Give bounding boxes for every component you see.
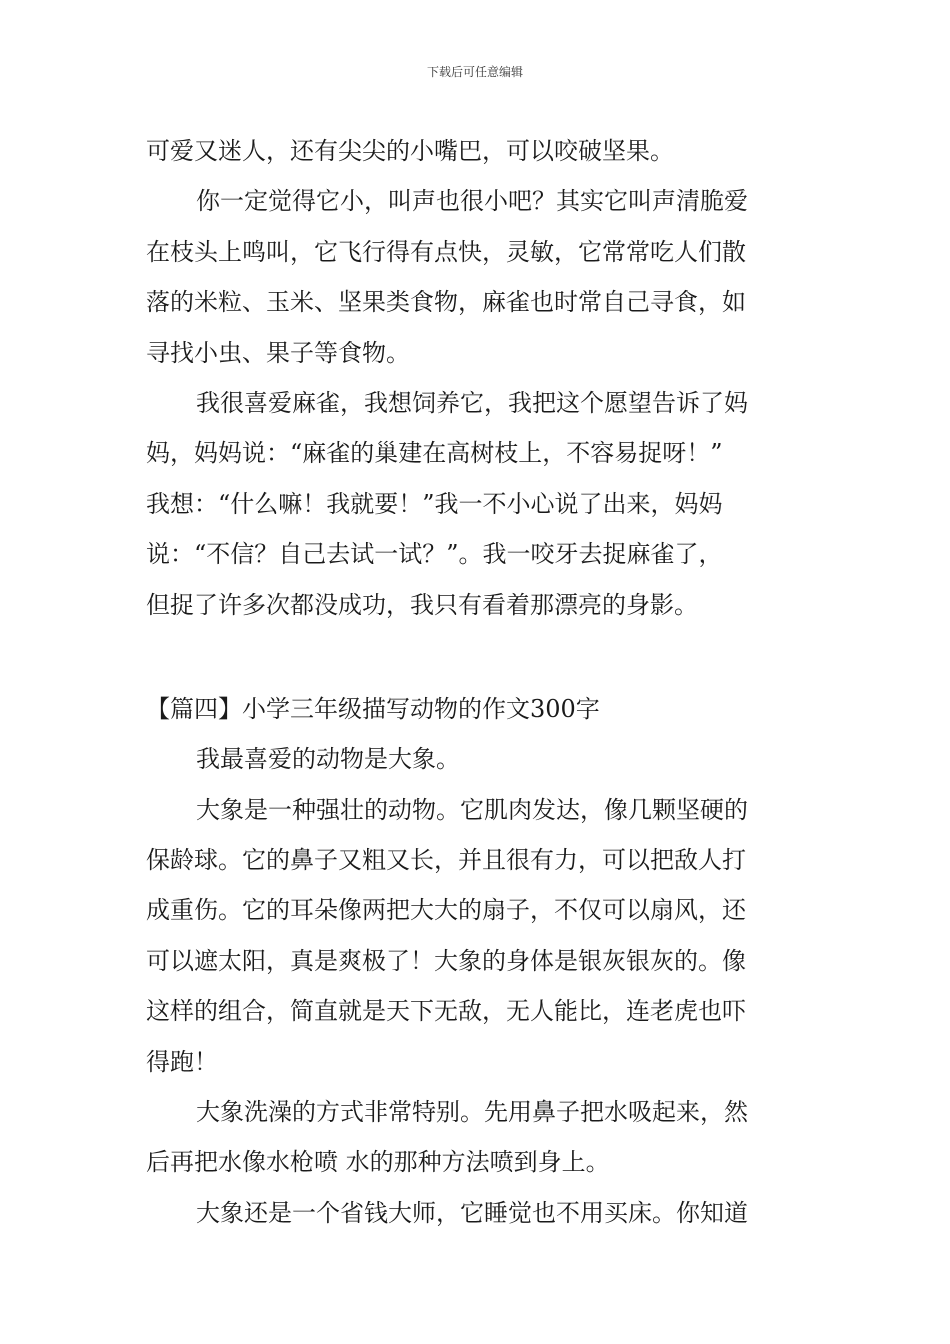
text-line: 妈，妈妈说：“麻雀的巢建在高树枝上，不容易捉呀！” xyxy=(146,439,723,468)
text-line: 在枝头上鸣叫，它飞行得有点快，灵敏，它常常吃人们散 xyxy=(146,237,746,266)
paragraph-start: 我最喜爱的动物是大象。 xyxy=(196,745,460,774)
paragraph-start: 大象还是一个省钱大师，它睡觉也不用买床。你知道 xyxy=(196,1198,748,1227)
text-line: 寻找小虫、果子等食物。 xyxy=(146,338,410,367)
text-line: 可爱又迷人，还有尖尖的小嘴巴，可以咬破坚果。 xyxy=(146,137,674,165)
text-line: 落的米粒、玉米、坚果类食物，麻雀也时常自己寻食，如 xyxy=(146,288,746,317)
text-line: 得跑！ xyxy=(146,1047,218,1076)
text-line: 说：“不信？自己去试一试？”。我一咬牙去捉麻雀了， xyxy=(146,540,723,569)
section-spacer xyxy=(146,630,808,684)
paragraph-start: 大象洗澡的方式非常特别。先用鼻子把水吸起来，然 xyxy=(196,1098,748,1127)
page-header-note: 下载后可任意编辑 xyxy=(426,65,523,79)
text-line: 这样的组合，简直就是天下无敌，无人能比，连老虎也吓 xyxy=(146,997,746,1026)
text-line: 但捉了许多次都没成功，我只有看着那漂亮的身影。 xyxy=(146,590,698,619)
paragraph-start: 你一定觉得它小，叫声也很小吧？其实它叫声清脆爱 xyxy=(196,187,748,216)
section-title: 【篇四】小学三年级描写动物的作文300字 xyxy=(146,694,600,723)
text-line: 保龄球。它的鼻子又粗又长，并且很有力，可以把敌人打 xyxy=(146,846,746,875)
text-line: 可以遮太阳，真是爽极了！大象的身体是银灰银灰的。像 xyxy=(146,946,746,975)
text-line: 我想：“什么嘛！我就要！”我一不小心说了出来，妈妈 xyxy=(146,489,723,518)
text-line: 成重伤。它的耳朵像两把大大的扇子，不仅可以扇风，还 xyxy=(146,896,746,925)
document-body xyxy=(146,126,808,1238)
text-line: 后再把水像水枪喷 水的那种方法喷到身上。 xyxy=(146,1148,610,1177)
paragraph-start: 大象是一种强壮的动物。它肌肉发达，像几颗坚硬的 xyxy=(196,795,748,824)
paragraph-start: 我很喜爱麻雀，我想饲养它，我把这个愿望告诉了妈 xyxy=(196,388,748,417)
